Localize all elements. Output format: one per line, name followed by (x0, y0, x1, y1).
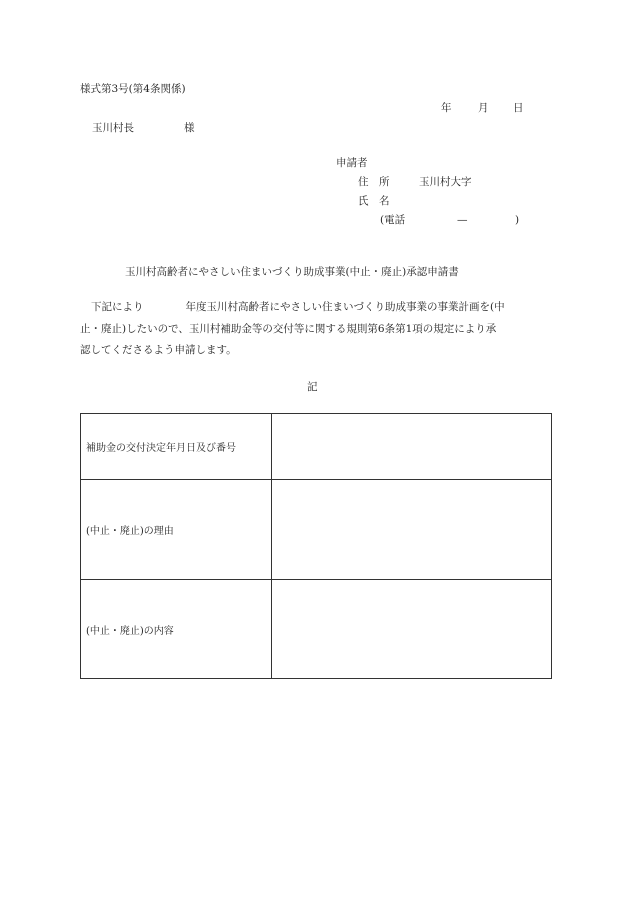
date-year-label: 年 (441, 102, 452, 114)
addressee-honorific: 様 (184, 122, 195, 134)
address-label: 住 所 (358, 176, 390, 188)
address-value: 玉川村大字 (419, 176, 472, 188)
addressee-name: 玉川村長 (92, 122, 134, 134)
phone-close: ) (515, 214, 520, 226)
body-line: 認してくださるよう申請します。 (80, 344, 237, 356)
table-row-label: (中止・廃止)の理由 (81, 480, 272, 580)
body-line: 止・廃止)したいので、玉川村補助金等の交付等に関する規則第6条第1項の規定により承 (80, 322, 497, 335)
name-label: 氏 名 (358, 195, 390, 207)
table-row-value[interactable] (272, 580, 552, 679)
details-table (80, 413, 552, 679)
applicant-heading: 申請者 (336, 157, 368, 169)
table-row-label: (中止・廃止)の内容 (81, 580, 272, 679)
document-title: 玉川村高齢者にやさしい住まいづくり助成事業(中止・廃止)承認申請書 (125, 266, 459, 278)
table-row (81, 480, 552, 580)
phone-label: (電話 (380, 214, 406, 226)
form-number: 様式第3号(第4条関係) (80, 83, 186, 95)
table-row-label: 補助金の交付決定年月日及び番号 (81, 414, 272, 480)
table-row-value[interactable] (272, 480, 552, 580)
phone-dash: — (457, 214, 468, 226)
table-row (81, 414, 552, 480)
date-month-label: 月 (478, 102, 489, 114)
body-paragraph (80, 297, 552, 362)
table-row-value[interactable] (272, 414, 552, 480)
table-row (81, 580, 552, 679)
ki-heading: 記 (307, 381, 318, 393)
body-line: 下記により 年度玉川村高齢者にやさしい住まいづくり助成事業の事業計画を(中 (91, 301, 505, 313)
date-day-label: 日 (513, 102, 524, 114)
